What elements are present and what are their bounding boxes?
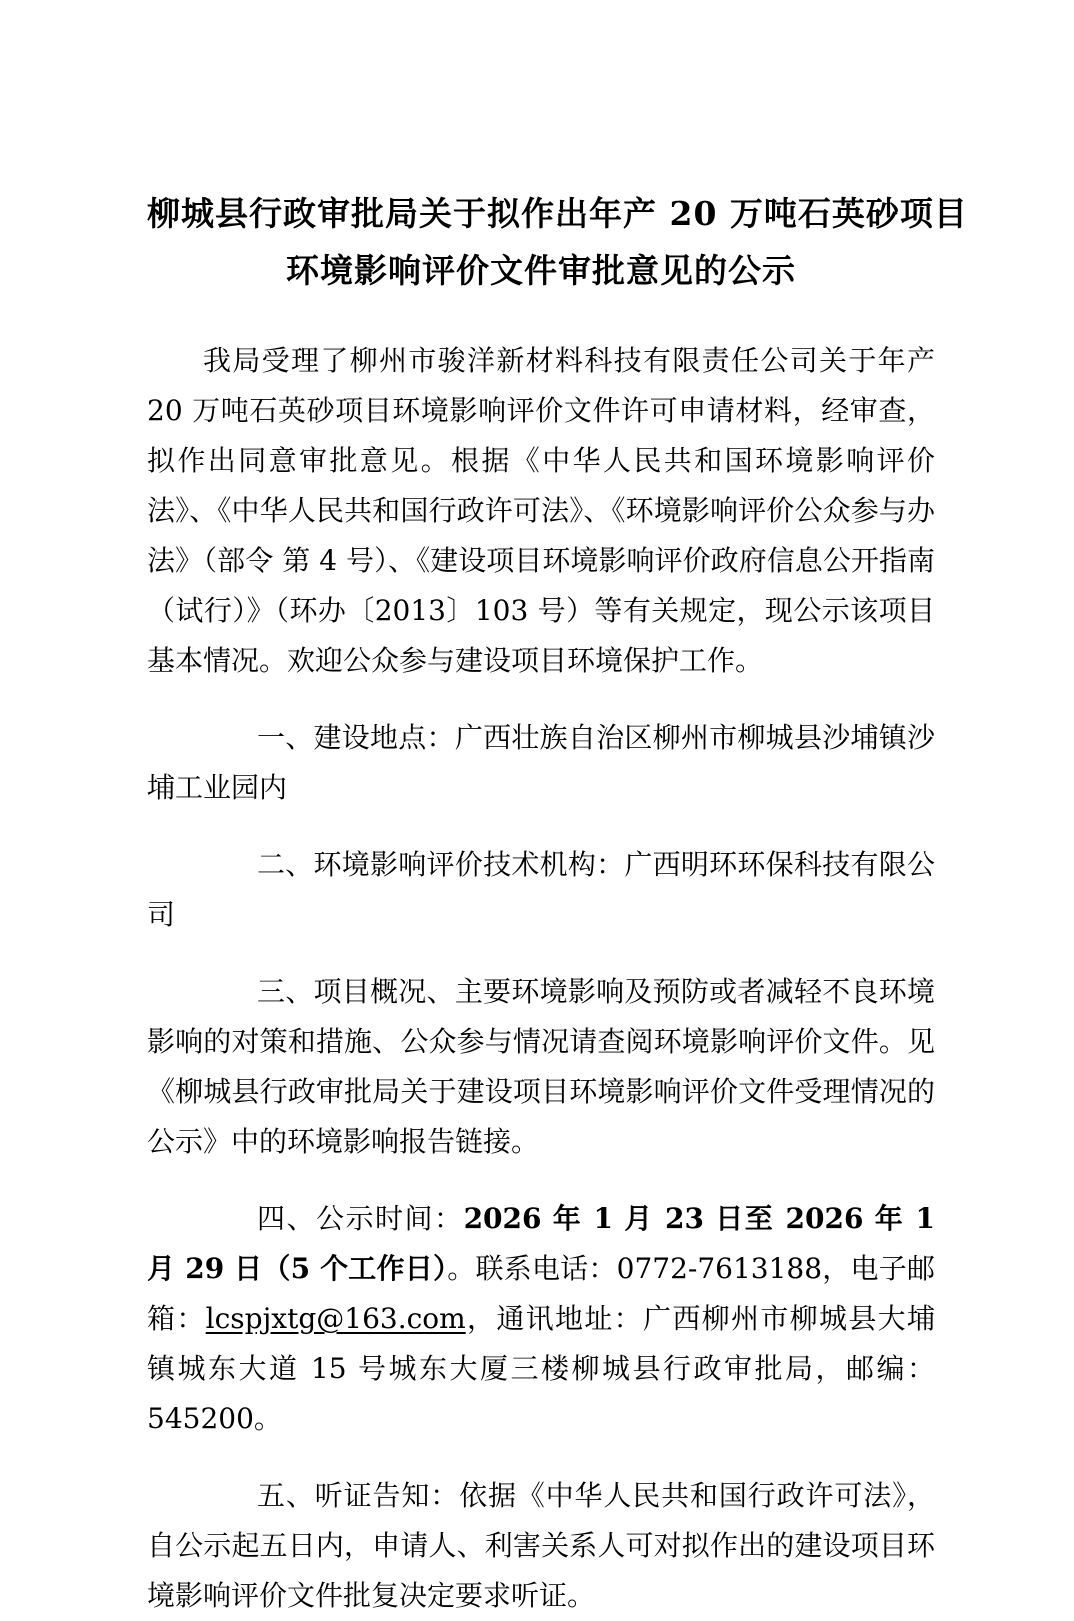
item-1-construction-location: 一、建设地点：广西壮族自治区柳州市柳城县沙埔镇沙埔工业园内 [147,721,935,804]
title-line-1: 柳城县行政审批局关于拟作出年产 20 万吨石英砂项目 [147,194,968,233]
intro-paragraph: 我局受理了柳州市骏洋新材料科技有限责任公司关于年产 20 万吨石英砂项目环境影响评价文件许可申请材料，经审查，拟作出同意审批意见。根据《中华人民共和国环境影响评价法》、《中华人民共和国行政许可法》、《环境影响评价公众参与办法》（部令 第 4 号）、《建设项目环境影响评价政府信息公开指南（试行）》（环办〔2013〕103 号）等有关规定，现公示该项目基本情况。欢迎公众参与建设项目环境保护工作。 [147,344,935,677]
document-title [147,185,968,299]
item-4-publicity-period-contact [147,1194,935,1444]
item-5-hearing-notice: 五、听证告知：依据《中华人民共和国行政许可法》，自公示起五日内，申请人、利害关系人可对拟作出的建设项目环境影响评价文件批复决定要求听证。 [147,1479,935,1612]
item-3-project-overview: 三、项目概况、主要环境影响及预防或者减轻不良环境影响的对策和措施、公众参与情况请查阅环境影响评价文件。见《柳城县行政审批局关于建设项目环境影响评价文件受理情况的公示》中的环境影响报告链接。 [147,975,935,1158]
item-4-prefix: 四、公示时间： [257,1202,464,1235]
item-4-date-range: 2026 年 1 月 23 日至 2026 年 1 月 29 日（5 个工作日） [147,1202,935,1285]
item-4-period: 。 [447,1252,476,1285]
email-link[interactable]: lcspjxtg@163.com [205,1302,466,1335]
title-line-2: 环境影响评价文件审批意见的公示 [286,251,796,290]
item-4-contact-pre: 联系电话：0772-7613188，电子邮箱： [147,1252,935,1335]
item-2-eia-agency: 二、环境影响评价技术机构：广西明环环保科技有限公司 [147,848,935,931]
item-4-contact-post: ，通讯地址：广西柳州市柳城县大埔镇城东大道 15 号城东大厦三楼柳城县行政审批局，邮编：545200。 [147,1302,935,1435]
